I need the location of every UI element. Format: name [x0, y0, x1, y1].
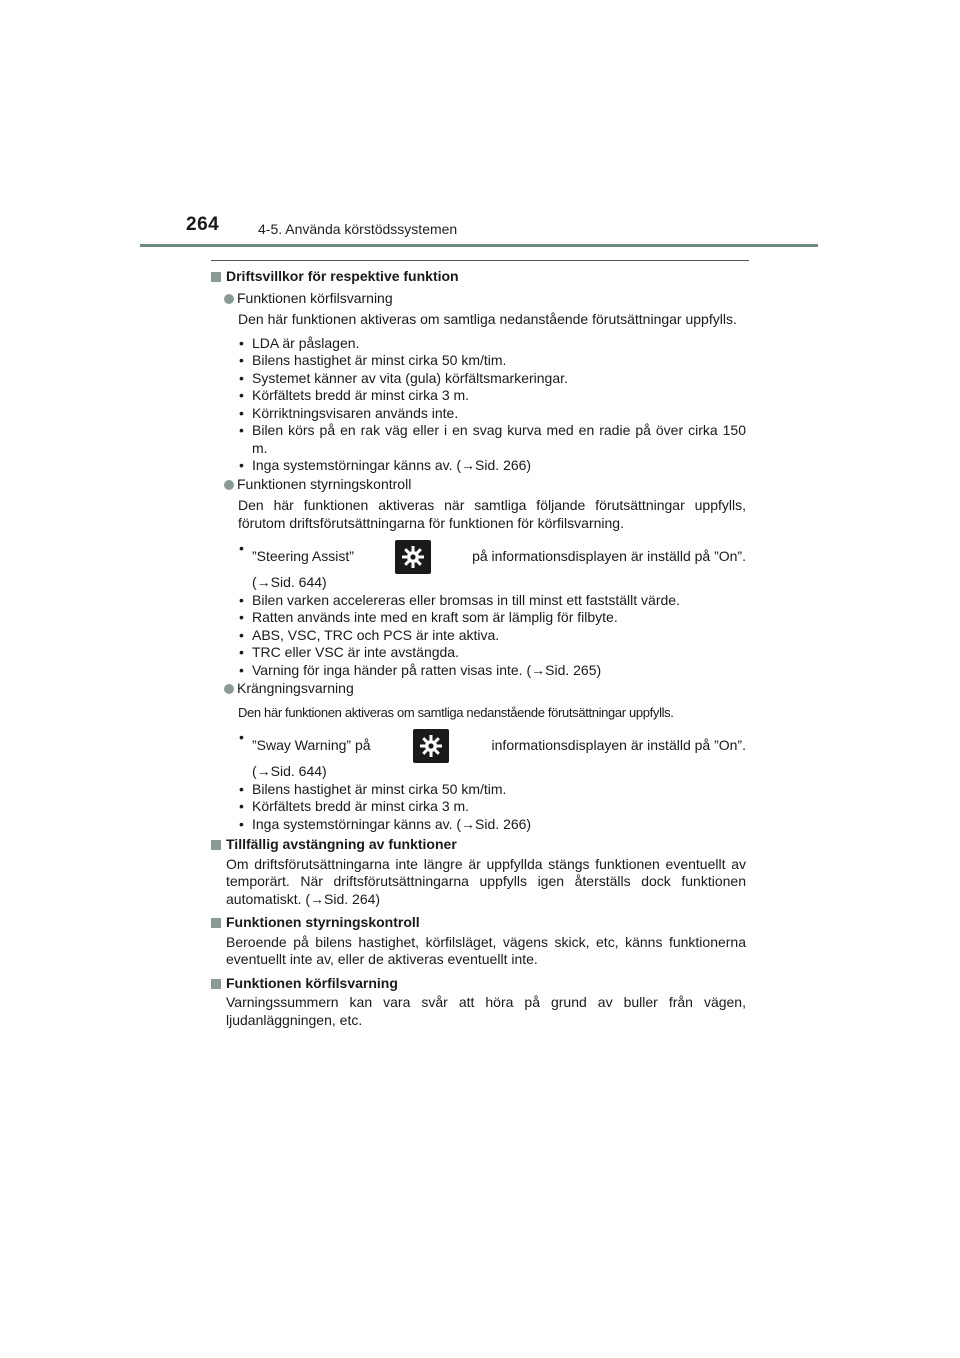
paragraph: Beroende på bilens hastighet, körfilsläget, vägens skick, etc, känns funktionerna eventuellt inte av, eller de aktiveras eventuellt inte.: [226, 933, 746, 967]
list-item: • Bilen körs på en rak väg eller i en svag kurva med en radie på över cirka 150 m.: [239, 422, 746, 456]
list-item: • ABS, VSC, TRC och PCS är inte aktiva.: [239, 626, 500, 643]
list-item: • Varning för inga händer på ratten visas inte. (→Sid. 265): [239, 661, 602, 678]
list-item: • Inga systemstörningar känns av. (→Sid. 266): [239, 457, 532, 473]
list-item: • Bilen varken accelereras eller bromsas in till minst ett fastställt värde.: [239, 591, 680, 608]
list-item: • Körriktningsvisaren används inte.: [239, 404, 459, 421]
section-heading: Funktionen styrningskontroll: [211, 914, 746, 932]
paragraph: Om driftsförutsättningarna inte längre är uppfyllda stängs funktionen eventuellt av temporärt. När driftsförutsättningarna uppfylls igen återställs dock funktionen automatiskt. (→Sid. 264): [226, 855, 746, 907]
header-rule: [140, 244, 818, 247]
list-item: (→Sid. 644): [252, 763, 327, 779]
subsection-heading: Funktionen styrningskontroll: [211, 476, 746, 494]
list-item: • Ratten används inte med en kraft som är lämplig för filbyte.: [239, 609, 618, 625]
list-item: • ”Steering Assist” på informationsdisplayen är inställd på ”On”.: [239, 540, 746, 574]
circle-bullet-icon: [224, 480, 234, 490]
list-item: • Körfältets bredd är minst cirka 3 m.: [239, 387, 470, 403]
subsection-heading: Krängningsvarning: [211, 680, 746, 698]
settings-gear-icon: [413, 729, 449, 763]
chapter-title: 4-5. Använda körstödssystemen: [258, 221, 458, 237]
circle-bullet-icon: [224, 684, 234, 694]
list-item: • Körfältets bredd är minst cirka 3 m.: [239, 798, 470, 814]
paragraph: Den här funktionen aktiveras när samtliga följande förutsättningar uppfylls, förutom driftsförutsättningarna för funktionen för körfilsvarning.: [238, 497, 746, 531]
list-item: (→Sid. 644): [252, 574, 327, 590]
circle-bullet-icon: [224, 294, 234, 304]
square-bullet-icon: [211, 272, 221, 282]
paragraph: Den här funktionen aktiveras om samtliga nedanstående förutsättningar uppfylls.: [238, 704, 674, 720]
section-heading: Funktionen körfilsvarning: [211, 975, 746, 993]
section-rule: [211, 260, 749, 261]
list-item: • ”Sway Warning” på informationsdisplayen är inställd på ”On”.: [239, 729, 746, 763]
list-item: • Inga systemstörningar känns av. (→Sid. 266): [239, 815, 532, 832]
list-item: • Bilens hastighet är minst cirka 50 km/tim.: [239, 780, 507, 797]
section-heading: Driftsvillkor för respektive funktion: [211, 268, 746, 286]
list-item: • Bilens hastighet är minst cirka 50 km/tim.: [239, 352, 507, 368]
page-number: 264: [186, 214, 220, 235]
bullet-list: [239, 729, 746, 833]
bullet-list: [239, 335, 746, 475]
list-item: • Systemet känner av vita (gula) körfältsmarkeringar.: [239, 369, 568, 386]
settings-gear-icon: [395, 540, 431, 574]
bullet-list: [239, 540, 746, 679]
square-bullet-icon: [211, 979, 221, 989]
page-content: [211, 266, 746, 1029]
subsection-heading: Funktionen körfilsvarning: [211, 290, 746, 308]
section-heading: Tillfällig avstängning av funktioner: [211, 836, 746, 854]
list-item: • TRC eller VSC är inte avstängda.: [239, 644, 459, 660]
square-bullet-icon: [211, 840, 221, 850]
square-bullet-icon: [211, 918, 221, 928]
list-item: • LDA är påslagen.: [239, 334, 360, 351]
paragraph: Varningssummern kan vara svår att höra på grund av buller från vägen, ljudanläggningen, etc.: [226, 994, 746, 1028]
paragraph: Den här funktionen aktiveras om samtliga nedanstående förutsättningar uppfylls.: [238, 311, 737, 327]
